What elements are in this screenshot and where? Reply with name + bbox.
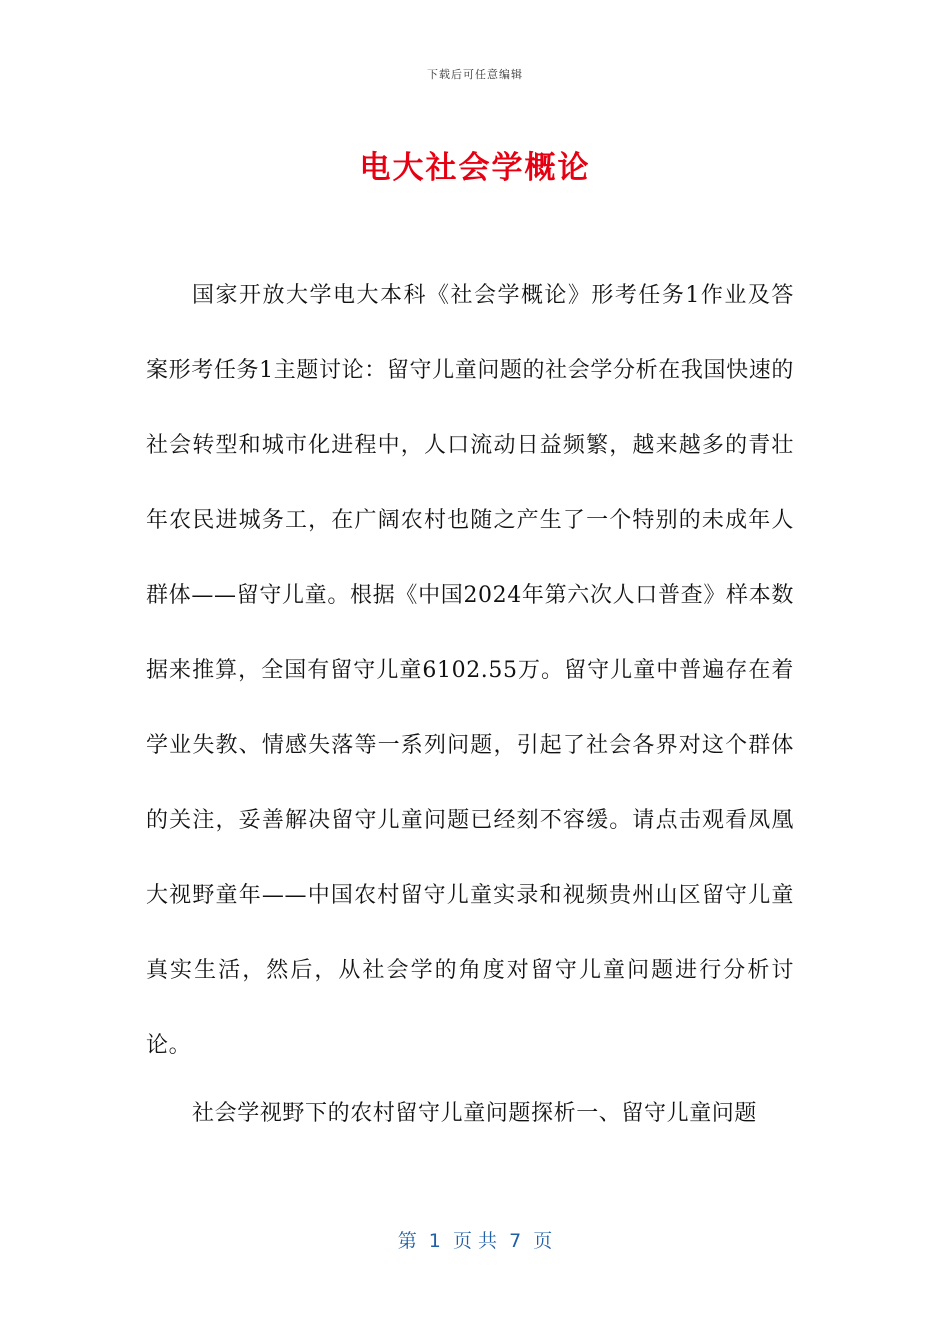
body-paragraph: 国家开放大学电大本科《社会学概论》形考任务1作业及答案形考任务1主题讨论：留守儿童问题的社会学分析在我国快速的社会转型和城市化进程中，人口流动日益频繁，越来越多的青壮年农民进城务工，在广阔农村也随之产生了一个特别的未成年人群体——留守儿童。根据《中国2024年第六次人口普查》样本数据来推算，全国有留守儿童6102.55万。留守儿童中普遍存在着学业失教、情感失落等一系列问题，引起了社会各界对这个群体的关注，妥善解决留守儿童问题已经刻不容缓。请点击观看凤凰大视野童年——中国农村留守儿童实录和视频贵州山区留守儿童真实生活，然后，从社会学的角度对留守儿童问题进行分析讨论。 [146, 283, 794, 1058]
body-paragraph: 社会学视野下的农村留守儿童问题探析一、留守儿童问题 [192, 1101, 758, 1126]
page-number-footer: 第 1 页 共 7 页 [397, 1230, 553, 1252]
document-title: 电大社会学概论 [359, 150, 591, 186]
header-note: 下载后可任意编辑 [427, 68, 523, 81]
